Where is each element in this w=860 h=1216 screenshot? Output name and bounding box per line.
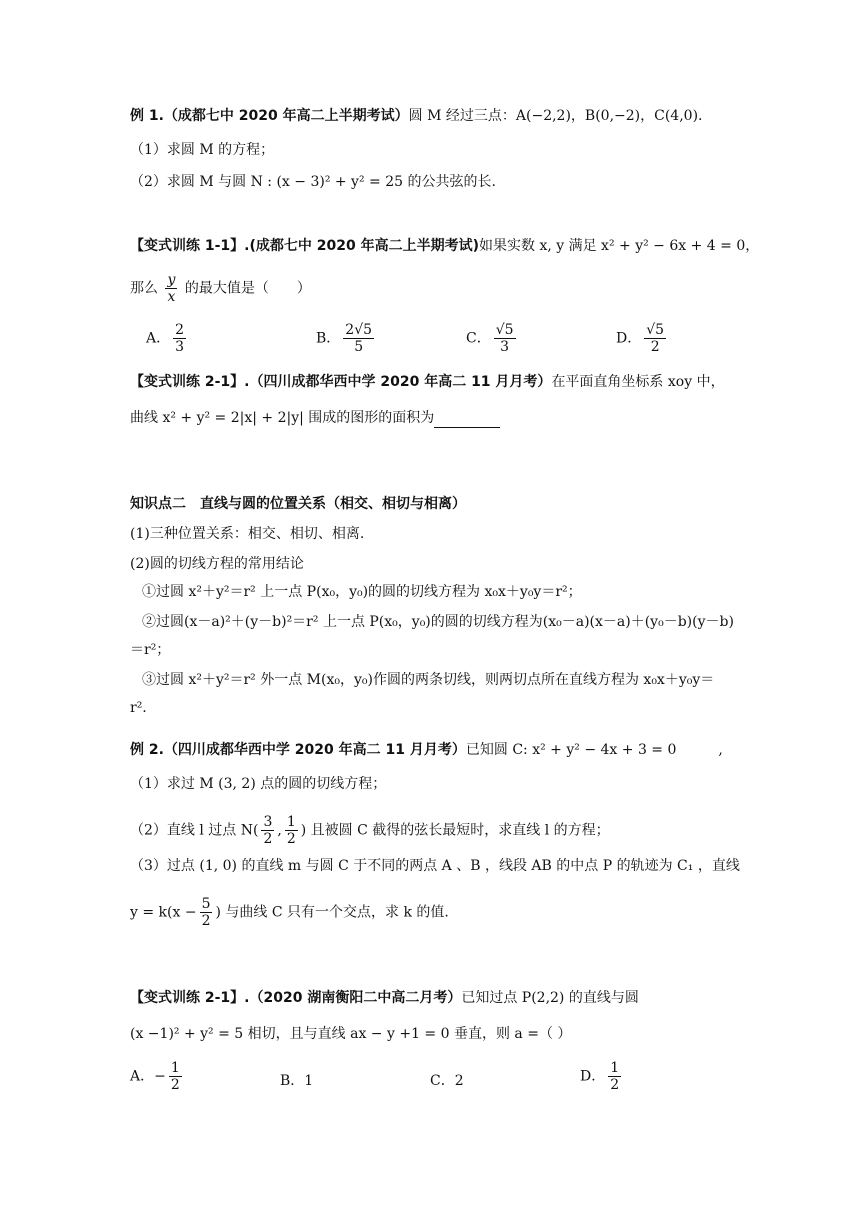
fraction-denominator: 2 [263,831,273,847]
variant21a-line2 [130,408,500,428]
fraction-numerator: 2√5 [345,322,373,338]
option-fraction [494,322,516,355]
q3-fraction [200,896,213,929]
variant11-option-c [466,322,519,355]
example2-text: 已知圆 C: x² + y² − 4x + 3 = 0 , [465,742,723,758]
fraction-numerator: 3 [263,814,273,830]
variant11-q-post: 的最大值是（ ） [184,280,311,297]
option-fraction [343,322,374,355]
q3-pre: y = k(x − [130,904,197,921]
fraction-numerator: √5 [495,322,514,338]
example1-stem [130,106,702,126]
fraction-denominator: 5 [354,339,364,355]
variant21b-option-b: B．1 [280,1073,314,1089]
variant21a-heading: 【变式训练 2-1】.（四川成都华西中学 2020 年高二 11 月月考） [130,374,552,390]
kp2-conclusion3: ③过圆 x²＋y²＝r² 外一点 M(x₀，y₀)作圆的两条切线，则两切点所在直线方程为 x₀x＋y₀y＝ [142,672,715,688]
fraction-denominator: 3 [500,339,510,355]
example2-q3-cont [130,896,449,929]
option-label: B． [316,330,341,347]
variant11-question [130,272,311,305]
example2-q2 [130,814,610,847]
fraction-numerator: 1 [610,1060,620,1076]
variant11-heading: 【变式训练 1-1】.(成都七中 2020 年高二上半期考试) [130,238,479,254]
fraction-numerator: 1 [286,814,296,830]
q3-post: ) 与曲线 C 只有一个交点，求 k 的值. [215,904,449,921]
example1-text: 圆 M 经过三点：A(−2,2)，B(0,−2)，C(4,0). [408,108,703,124]
variant21a-text: 在平面直角坐标系 xoy 中， [551,374,725,390]
variant21b-line2: (x −1)² + y² = 5 相切，且与直线 ax − y +1 = 0 垂直，则 a =（ ） [130,1026,572,1042]
variant11-q-pre: 那么 [130,280,158,297]
option-label: C． [466,330,491,347]
example2-heading: 例 2.（四川成都华西中学 2020 年高二 11 月月考） [130,742,466,758]
option-fraction [169,1060,182,1093]
fraction-numerator: 2 [175,322,185,338]
kp2-point1: (1)三种位置关系：相交、相切、相离. [130,526,365,542]
fraction-numerator: 5 [201,896,211,912]
example1-q2: （2）求圆 M 与圆 N : (x − 3)² + y² = 25 的公共弦的长. [130,174,496,190]
fraction-numerator: y [167,272,176,288]
variant21b-option-c: C．2 [430,1073,464,1089]
kp2-point2: (2)圆的切线方程的常用结论 [130,556,304,572]
example1-q1: （1）求圆 M 的方程； [130,142,275,158]
option-fraction [608,1060,621,1093]
kp2-conclusion1: ①过圆 x²＋y²＝r² 上一点 P(x₀，y₀)的圆的切线方程为 x₀x＋y₀y＝r²； [142,584,582,600]
example1-heading: 例 1.（成都七中 2020 年高二上半期考试） [130,108,409,124]
fraction-denominator: 2 [286,831,296,847]
option-label: A． [146,330,171,347]
fraction-denominator: 2 [170,1077,180,1093]
example2-q3: （3）过点 (1, 0) 的直线 m 与圆 C 于不同的两点 A 、B ，线段 AB 的中点 P 的轨迹为 C₁ ，直线 [130,858,740,874]
option-fraction [644,322,666,355]
variant11-fraction [165,272,177,305]
fraction-denominator: x [167,289,176,305]
variant21b-stem [130,988,639,1008]
variant11-option-b [316,322,377,355]
fraction-denominator: 2 [201,913,211,929]
fraction-numerator: √5 [646,322,665,338]
kp2-conclusion2: ②过圆(x－a)²＋(y－b)²＝r² 上一点 P(x₀，y₀)的圆的切线方程为(x₀－a)(x－a)＋(y₀－b)(y－b) [142,614,734,630]
option-fraction [173,322,186,355]
fraction-denominator: 3 [175,339,185,355]
q2-fraction-2 [285,814,298,847]
option-label: D． [580,1068,606,1085]
example2-q1: （1）求过 M (3, 2) 点的圆的切线方程； [130,776,387,792]
option-label: A．− [130,1068,166,1085]
option-label: D． [616,330,642,347]
variant21a-question: 曲线 x² + y² = 2|x| + 2|y| 围成的图形的面积为 [130,410,435,426]
variant21b-option-a [130,1060,185,1093]
q2-comma: , [277,822,282,839]
variant11-stem [130,236,759,256]
variant11-text: 如果实数 x, y 满足 x² + y² − 6x + 4 = 0， [479,238,760,254]
q2-fraction-1 [261,814,274,847]
variant21b-option-d [580,1060,624,1093]
answer-blank [434,413,500,428]
q2-post: ) 且被圆 C 截得的弦长最短时，求直线 l 的方程； [300,822,610,839]
fraction-numerator: 1 [170,1060,180,1076]
variant21a-stem [130,372,725,392]
example2-stem [130,740,723,760]
variant21b-heading: 【变式训练 2-1】.（2020 湖南衡阳二中高二月考） [130,990,462,1006]
kp2-conclusion3-cont: r². [130,700,147,716]
fraction-denominator: 2 [610,1077,620,1093]
variant11-option-a [146,322,189,355]
variant21b-text: 已知过点 P(2,2) 的直线与圆 [461,990,639,1006]
fraction-denominator: 2 [650,339,660,355]
section-title: 知识点二 直线与圆的位置关系（相交、相切与相离） [130,496,466,512]
kp2-conclusion2-cont: ＝r²； [130,642,171,658]
variant11-option-d [616,322,669,355]
q2-pre: （2）直线 l 过点 N( [130,822,259,839]
